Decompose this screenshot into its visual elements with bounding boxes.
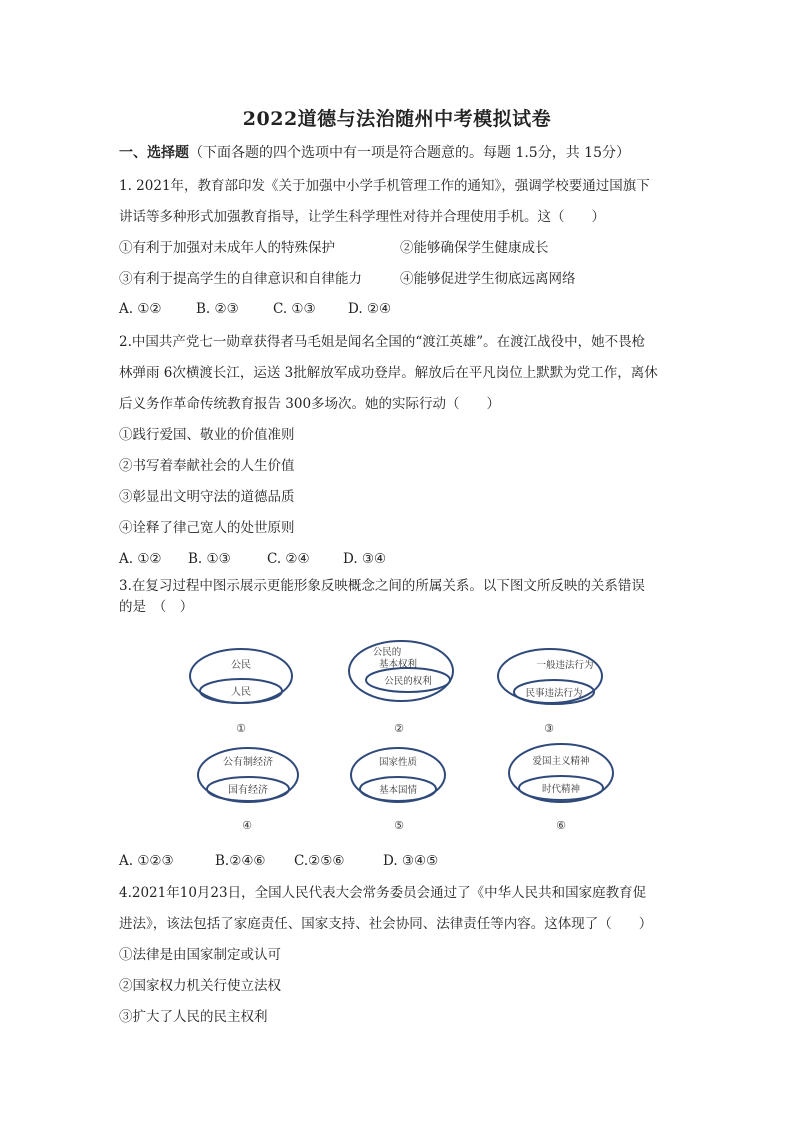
diagram-6-outer-label: 爱国主义精神 — [532, 756, 590, 767]
q1-line-1: 1. 2021年，教育部印发《关于加强中小学手机管理工作的通知》，强调学校要通过国旗下 — [119, 178, 650, 194]
section-label: 一、选择题 — [119, 145, 189, 161]
q2-statement-2: ②书写着奉献社会的人生价值 — [119, 458, 295, 474]
q3-option-d: D. ③④⑤ — [383, 853, 439, 869]
diagram-6 — [509, 744, 613, 832]
diagram-2-outer-label-2: 基本权利 — [378, 659, 418, 670]
diagram-1-inner-label: 人民 — [231, 687, 251, 698]
q4-line-1: 4.2021年10月23日，全国人民代表大会常务委员会通过了《中华人民共和国家庭教育促 — [119, 885, 647, 901]
q3-option-b: B.②④⑥ — [215, 853, 266, 869]
diagram-3-number: ③ — [544, 722, 554, 735]
q1-option-a: A. ①② — [119, 301, 162, 317]
section-note: （下面各题的四个选项中有一项是符合题意的。每题 1.5分，共 15分） — [189, 145, 630, 161]
diagram-6-inner-label: 时代精神 — [541, 784, 581, 795]
diagram-5-number: ⑤ — [394, 819, 404, 832]
q2-option-a: A. ①② — [119, 551, 162, 567]
q2-line-2: 林弹雨 6次横渡长江，运送 3批解放军成功登岸。解放后在平凡岗位上默默为党工作，离休 — [119, 365, 658, 381]
diagram-2-inner-label: 公民的权利 — [384, 676, 432, 687]
q2-statement-4: ④诠释了律己宽人的处世原则 — [119, 520, 295, 536]
diagram-4-outer-label: 公有制经济 — [223, 757, 273, 768]
q4-statement-1: ①法律是由国家制定或认可 — [119, 947, 281, 963]
q1-statement-2: ②能够确保学生健康成长 — [400, 240, 549, 256]
q3-option-a: A. ①②③ — [119, 853, 174, 869]
diagram-6-number: ⑥ — [556, 819, 566, 832]
q3-line-1: 3.在复习过程中图示展示更能形象反映概念之间的所属关系。以下图文所反映的关系错误 — [119, 578, 645, 594]
diagram-2-outer-label-1: 公民的 — [372, 647, 402, 658]
diagram-4-inner-label: 国有经济 — [228, 785, 268, 796]
diagram-2 — [349, 641, 453, 735]
q4-statement-2: ②国家权力机关行使立法权 — [119, 978, 281, 994]
diagram-1-number: ① — [236, 722, 246, 735]
diagram-5 — [351, 748, 445, 832]
q1-line-2: 讲话等多种形式加强教育指导，让学生科学理性对待并合理使用手机。这（ ） — [119, 209, 605, 225]
diagram-3 — [498, 649, 602, 735]
q3-line-2: 的是 （ ） — [119, 599, 194, 615]
q1-statement-3: ③有利于提高学生的自律意识和自律能力 — [119, 271, 362, 287]
q2-statement-1: ①践行爱国、敬业的价值准则 — [119, 427, 295, 443]
diagram-1 — [190, 649, 292, 735]
q2-line-1: 2.中国共产党七一勋章获得者马毛姐是闻名全国的“渡江英雄”。在渡江战役中，她不畏枪 — [119, 334, 646, 350]
q1-option-b: B. ②③ — [196, 301, 239, 317]
q2-statement-3: ③彰显出文明守法的道德品质 — [119, 489, 295, 505]
section-heading — [119, 144, 630, 162]
q1-statement-1: ①有利于加强对未成年人的特殊保护 — [119, 240, 335, 256]
diagram-2-number: ② — [394, 722, 404, 735]
diagram-5-outer-label: 国家性质 — [378, 757, 418, 768]
q1-statement-4: ④能够促进学生彻底远离网络 — [400, 271, 576, 287]
q2-option-d: D. ③④ — [343, 551, 387, 567]
page-title: 2022道德与法治随州中考模拟试卷 — [242, 108, 552, 130]
q1-option-c: C. ①③ — [273, 301, 316, 317]
q2-option-b: B. ①③ — [188, 551, 231, 567]
diagram-3-outer-label: 一般违法行为 — [536, 660, 594, 671]
diagram-4 — [198, 748, 298, 832]
q2-option-c: C. ②④ — [267, 551, 310, 567]
diagram-1-outer-label: 公民 — [231, 660, 251, 671]
diagram-4-number: ④ — [242, 819, 252, 832]
q4-statement-3: ③扩大了人民的民主权利 — [119, 1009, 268, 1025]
q4-line-2: 进法》，该法包括了家庭责任、国家支持、社会协同、法律责任等内容。这体现了（ ） — [119, 916, 653, 932]
q2-line-3: 后义务作革命传统教育报告 300多场次。她的实际行动（ ） — [119, 396, 501, 412]
diagram-3-inner-label: 民事违法行为 — [525, 688, 583, 699]
q1-option-d: D. ②④ — [348, 301, 392, 317]
diagram-5-inner-label: 基本国情 — [378, 785, 418, 796]
q3-option-c: C.②⑤⑥ — [294, 853, 345, 869]
relationship-diagrams — [180, 640, 620, 840]
